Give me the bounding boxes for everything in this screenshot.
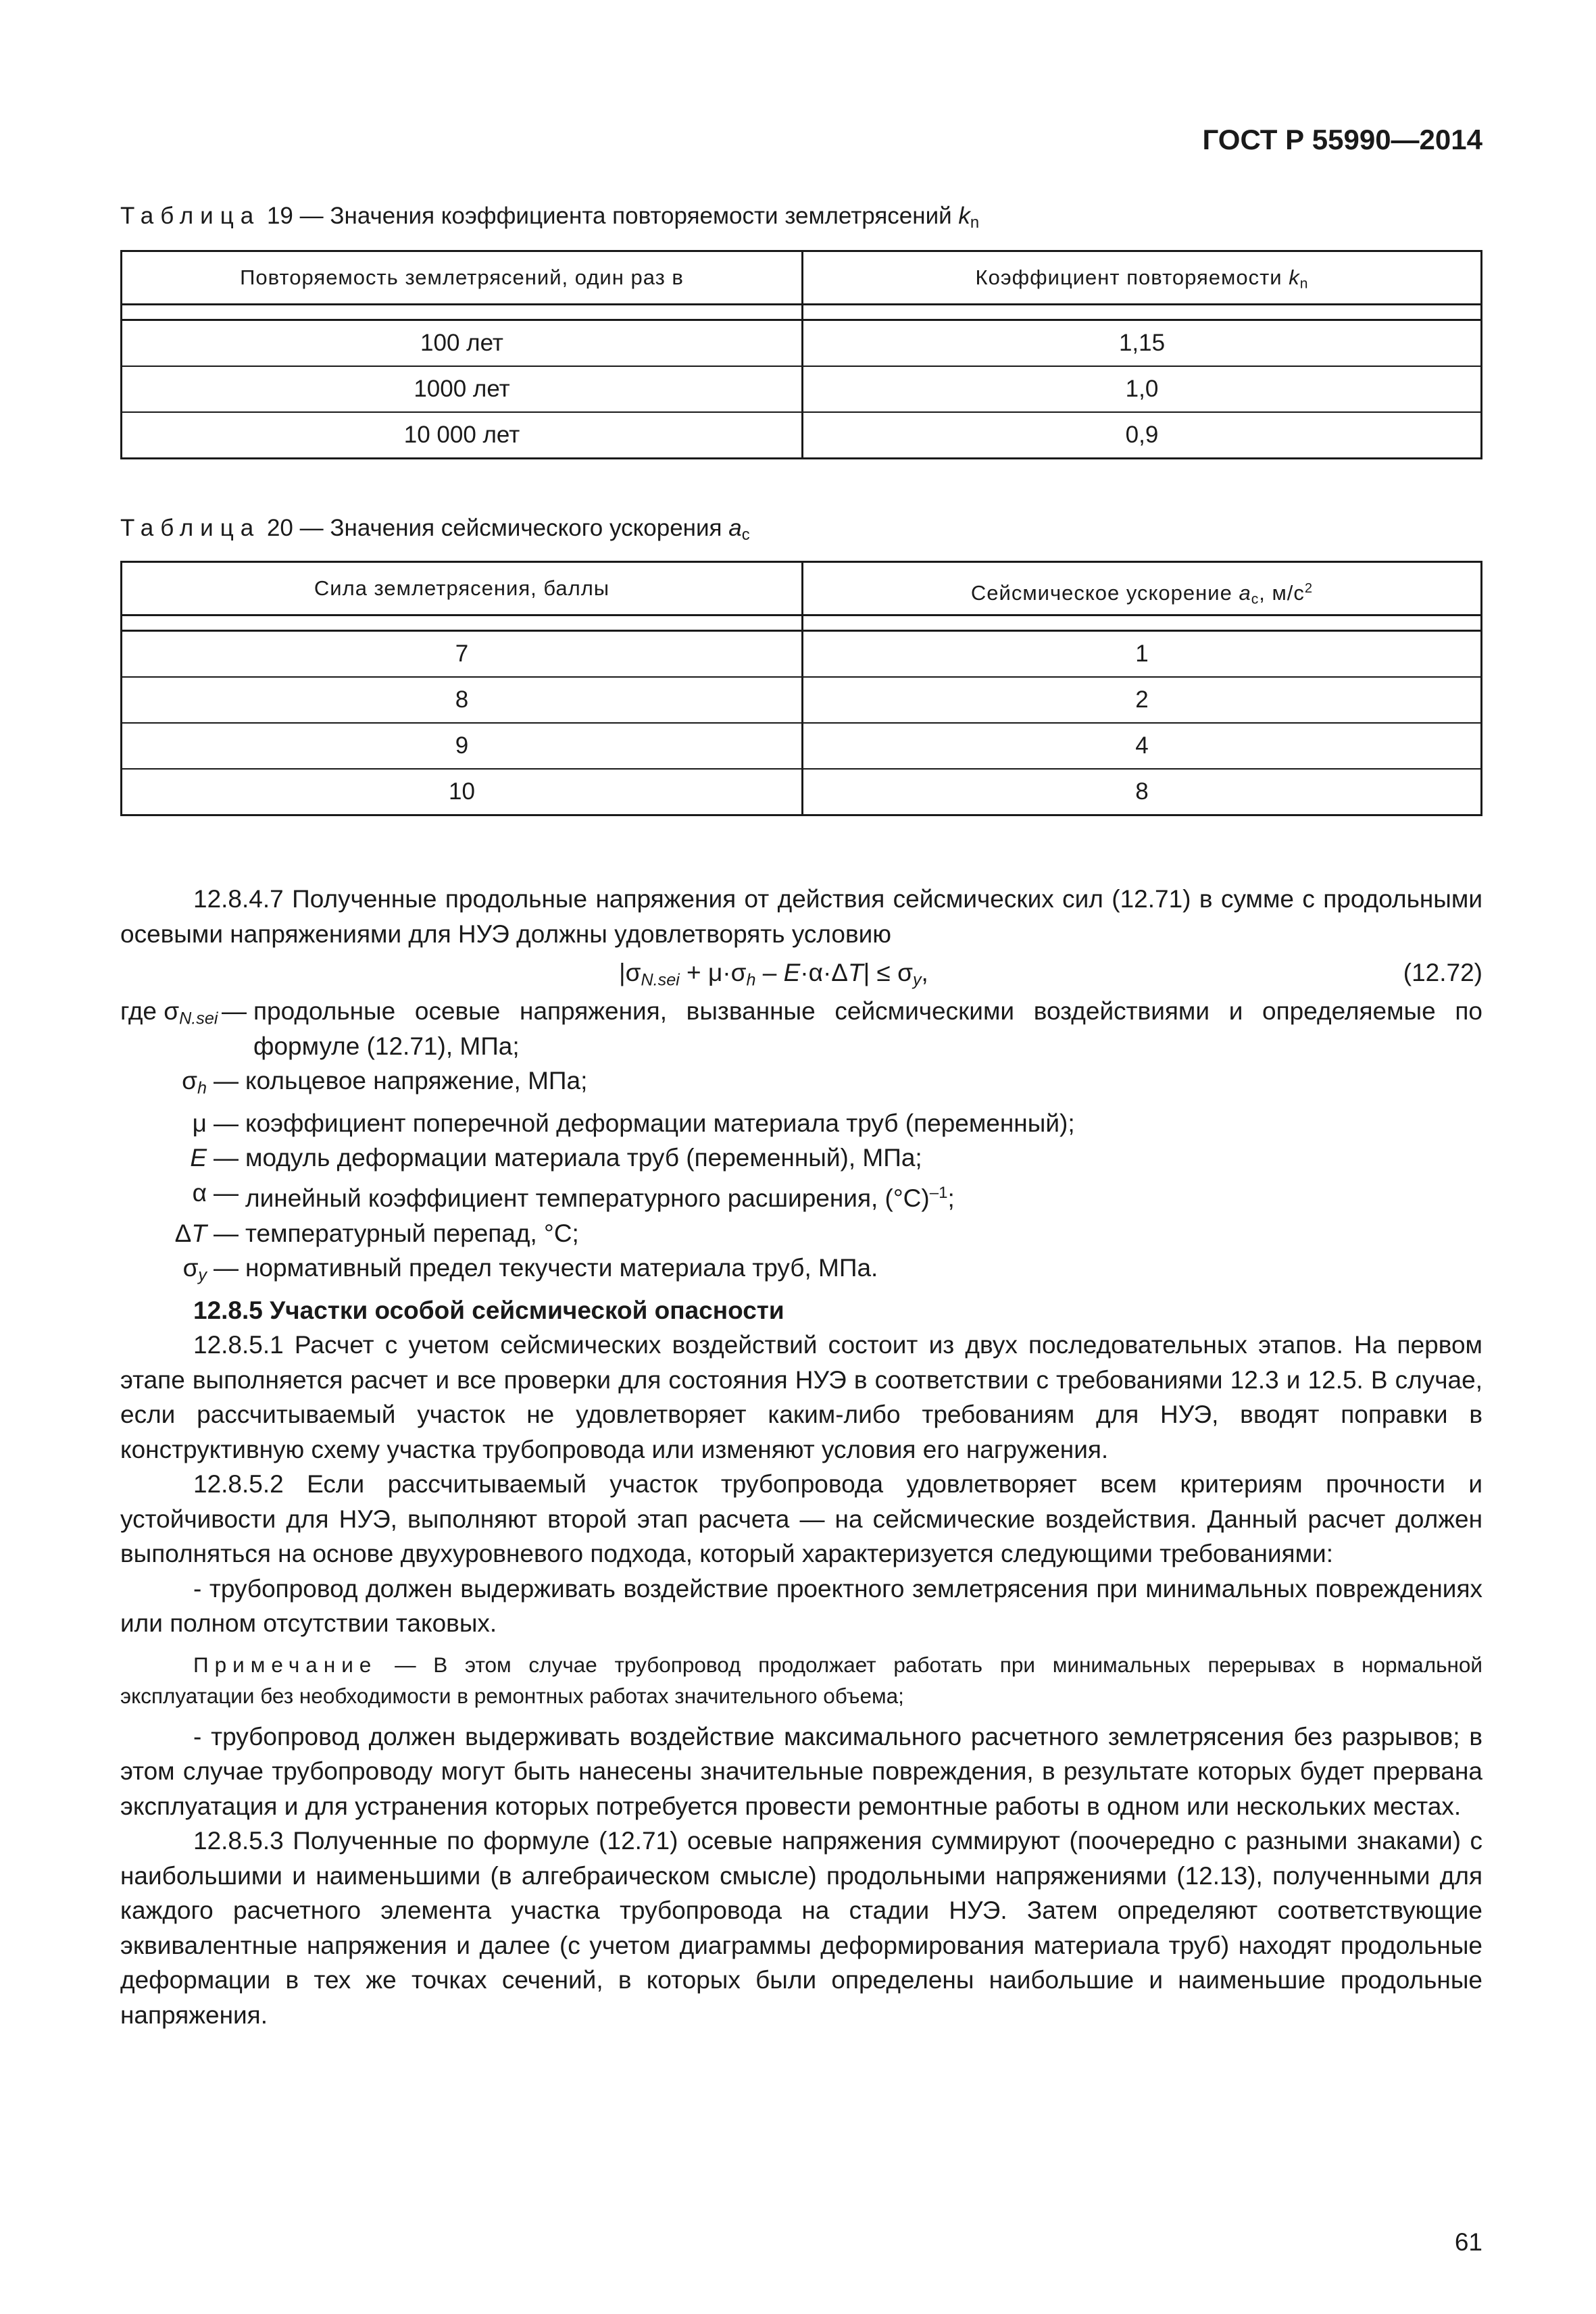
definition-sigma-y: $\sigma_y$ — нормативный предел текучести материала труб, МПа. (182, 1254, 878, 1285)
definition-delta-t: ΔT — температурный перепад, °С; (174, 1219, 579, 1247)
document-code: ГОСТ Р 55990—2014 (1202, 124, 1482, 155)
table-20-caption-symbol: a (728, 515, 742, 541)
table-19-cell: 1,15 (1118, 330, 1166, 356)
table-19-col2-header (803, 252, 1480, 303)
table-20-col2-header-sup: 2 (1304, 581, 1314, 596)
table-19-header-row (122, 252, 1480, 305)
table-20-cell: 10 (122, 770, 803, 814)
table-20-col1-header: Сила землетрясения, баллы (122, 563, 803, 614)
definition-mu: μ — коэффициент поперечной деформации материала труб (переменный); (192, 1109, 1075, 1137)
table-row (122, 321, 1480, 367)
formula-12-72 (120, 951, 1482, 994)
table-19-spacer (122, 305, 1480, 321)
table-20-col2-header (803, 563, 1480, 614)
page-number: 61 (1454, 2228, 1482, 2256)
table-row (122, 724, 1480, 770)
paragraph-requirement-2: - трубопровод должен выдерживать воздействие максимального расчетного землетрясения без разрывов; в этом случае трубопроводу могут быть нанесены значительные повреждения, в результате которых будет прервана эксплуатация и для устранения которых потребуется провести ремонтные работы в одном или нескольких местах. (120, 1722, 1482, 1820)
table-20-header-row (122, 563, 1480, 616)
table-20-cell: 4 (1135, 732, 1149, 759)
table-19-col2-header-text: Коэффициент повторяемости (975, 266, 1282, 289)
section-heading-12-8-5: 12.8.5 Участки особой сейсмической опасности (193, 1296, 784, 1324)
table-19 (120, 250, 1482, 459)
table-19-cell: 10 000 лет (122, 413, 803, 457)
table-19-col1-header: Повторяемость землетрясений, один раз в (122, 252, 803, 303)
table-20-cell: 2 (1135, 686, 1149, 713)
table-20-caption-word: Таблица (120, 515, 261, 541)
table-20-caption-sub: c (741, 525, 750, 544)
definition-sigma-nsei: где $\sigma_{N.sei}$ — продольные осевые напряжения, вызванные сейсмическими воздействиями и определяемые по формуле (12.71), МПа; (120, 997, 1482, 1060)
definition-e: E — модуль деформации материала труб (переменный), МПа; (190, 1144, 922, 1172)
definition-sigma-h: $\sigma_h$ — кольцевое напряжение, МПа; (182, 1067, 588, 1098)
table-19-caption-symbol: k (958, 203, 970, 229)
table-20-cell: 8 (122, 678, 803, 722)
formula-expression: $|\sigma_{N.sei} + \mu\cdot\sigma_h - E\cdot\alpha\cdot\Delta T| \le \sigma_y$, (619, 959, 928, 990)
paragraph-requirement-1: - трубопровод должен выдерживать воздействие проектного землетрясения при минимальных повреждениях или полном отсутствии таковых. (120, 1574, 1482, 1638)
table-20-caption-text: 20 — Значения сейсмического ускорения (266, 515, 722, 541)
formula-number: (12.72) (1403, 959, 1482, 986)
table-19-cell: 1000 лет (122, 367, 803, 411)
table-row (122, 632, 1480, 678)
paragraph-12-8-4-7: 12.8.4.7 Полученные продольные напряжения от действия сейсмических сил (12.71) в сумме с продольными осевыми напряжениями для НУЭ должны удовлетворять условию (120, 885, 1482, 948)
table-20-cell: 9 (122, 724, 803, 768)
paragraph-12-8-5-2: 12.8.5.2 Если рассчитываемый участок трубопровода удовлетворяет всем критериям прочности и устойчивости для НУЭ, выполняют второй этап расчета — на сейсмические воздействия. Данный расчет должен выполняться на основе двухуровневого подхода, который характеризуется следующими требованиями: (120, 1470, 1482, 1568)
table-20-col2-header-text: Сейсмическое ускорение (970, 581, 1232, 605)
table-20-col2-header-symbol: a (1239, 581, 1251, 605)
note (120, 1649, 1482, 1711)
paragraph-12-8-5-3: 12.8.5.3 Полученные по формуле (12.71) осевые напряжения суммируют (поочередно с разными знаками) с наибольшими и наименьшими (в алгебраическом смысле) продольными напряжениями (12.13), полученными для каждого расчетного элемента участка трубопровода на стадии НУЭ. Затем определяют соответствующие эквивалентные напряжения и далее (с учетом диаграммы деформирования материала труб) находят продольные деформации в тех же точках сечений, в которых были определены наибольшие и наименьшие продольные напряжения. (120, 1827, 1482, 2029)
table-row (122, 367, 1480, 413)
paragraph-12-8-5-1: 12.8.5.1 Расчет с учетом сейсмических воздействий состоит из двух последовательных этапов. На первом этапе выполняется расчет и все проверки для состояния НУЭ в соответствии с требованиями 12.3 и 12.5. В случае, если рассчитываемый участок не удовлетворяет каким-либо требованиям для НУЭ, вводят поправки в конструктивную схему участка трубопровода или изменяют условия его нагружения. (120, 1331, 1482, 1463)
table-20-spacer (122, 616, 1480, 632)
note-label: Примечание (193, 1652, 378, 1677)
table-19-caption-text: 19 — Значения коэффициента повторяемости землетрясений (266, 203, 952, 229)
table-19-caption-sub: n (970, 213, 980, 232)
symbol-definitions (120, 994, 1482, 1293)
table-19-cell: 0,9 (1125, 422, 1159, 448)
table-20-col2-header-unit: , м/с (1259, 581, 1305, 605)
table-19-col2-header-symbol: k (1289, 266, 1300, 289)
table-19-caption (120, 203, 979, 232)
table-row (122, 770, 1480, 814)
table-row (122, 413, 1480, 457)
definition-alpha: α — линейный коэффициент температурного расширения, $(^\circ С)^{-1}$; (192, 1178, 955, 1212)
body-text (120, 882, 1482, 2032)
table-19-cell: 100 лет (122, 321, 803, 366)
table-20-col2-header-sub: c (1251, 591, 1260, 607)
table-19-col2-header-sub: n (1299, 276, 1309, 292)
table-19-caption-word: Таблица (120, 203, 261, 229)
table-20 (120, 561, 1482, 816)
table-20-caption (120, 515, 750, 545)
table-20-cell: 7 (122, 632, 803, 676)
table-20-cell: 1 (1135, 640, 1149, 667)
table-20-cell: 8 (1135, 778, 1149, 805)
table-row (122, 678, 1480, 724)
note-text: — В этом случае трубопровод продолжает работать при минимальных перерывах в нормальной эксплуатации без необходимости в ремонтных работах значительного объема; (120, 1652, 1482, 1708)
table-19-cell: 1,0 (1125, 376, 1159, 402)
